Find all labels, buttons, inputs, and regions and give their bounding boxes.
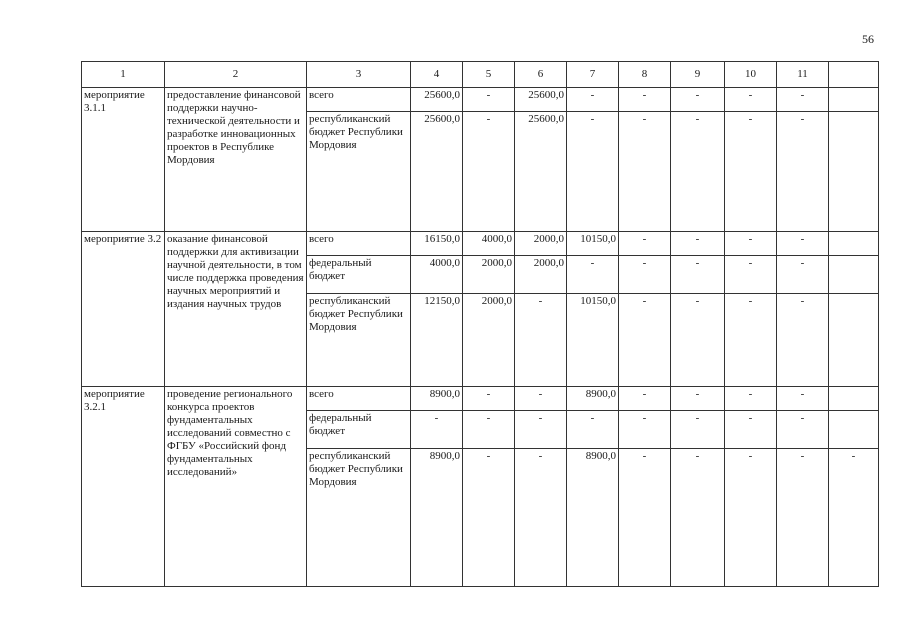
funding-source: федеральный бюджет [307, 411, 411, 449]
column-header-4: 4 [411, 62, 463, 88]
table-row [82, 387, 879, 411]
funding-source: республиканский бюджет Республики Мордовия [307, 449, 411, 587]
value-cell: - [671, 256, 725, 294]
value-cell: 4000,0 [411, 256, 463, 294]
value-cell: - [671, 449, 725, 587]
column-header-10: 10 [725, 62, 777, 88]
value-cell: - [671, 112, 725, 232]
value-cell: 10150,0 [567, 232, 619, 256]
value-cell: - [515, 294, 567, 387]
value-cell [829, 256, 879, 294]
value-cell: - [777, 256, 829, 294]
value-cell: - [515, 411, 567, 449]
value-cell [829, 232, 879, 256]
value-cell: - [725, 256, 777, 294]
value-cell: - [777, 112, 829, 232]
value-cell: - [515, 387, 567, 411]
value-cell: - [463, 411, 515, 449]
measure-description: проведение регионального конкурса проектов фундаментальных исследований совместно с ФГБУ «Российский фонд фундаментальных исследований» [165, 387, 307, 587]
value-cell: 25600,0 [515, 112, 567, 232]
value-cell: - [619, 232, 671, 256]
value-cell: - [619, 256, 671, 294]
value-cell [829, 88, 879, 112]
column-header-1: 1 [82, 62, 165, 88]
measure-description: предоставление финансовой поддержки научно-технической деятельности и разработке инновационных проектов в Республике Мордовия [165, 88, 307, 232]
budget-table [81, 61, 879, 587]
value-cell: - [619, 88, 671, 112]
value-cell: - [619, 411, 671, 449]
value-cell: - [515, 449, 567, 587]
value-cell: 8900,0 [567, 449, 619, 587]
column-header-9: 9 [671, 62, 725, 88]
measure-code: мероприятие 3.2.1 [82, 387, 165, 587]
value-cell: - [671, 411, 725, 449]
measure-code: мероприятие 3.1.1 [82, 88, 165, 232]
value-cell: - [671, 88, 725, 112]
value-cell: - [619, 112, 671, 232]
value-cell: - [725, 294, 777, 387]
value-cell: - [725, 411, 777, 449]
value-cell: - [567, 256, 619, 294]
measure-code: мероприятие 3.2 [82, 232, 165, 387]
table-row [82, 88, 879, 112]
value-cell: - [567, 112, 619, 232]
value-cell: - [463, 449, 515, 587]
column-header-8: 8 [619, 62, 671, 88]
value-cell: 8900,0 [411, 449, 463, 587]
value-cell: - [777, 88, 829, 112]
column-header-11: 11 [777, 62, 829, 88]
value-cell: 4000,0 [463, 232, 515, 256]
value-cell: 2000,0 [463, 294, 515, 387]
column-header-3: 3 [307, 62, 411, 88]
value-cell: - [671, 387, 725, 411]
value-cell: - [725, 232, 777, 256]
header-row [82, 62, 879, 88]
value-cell: - [777, 232, 829, 256]
value-cell: - [777, 449, 829, 587]
value-cell: 10150,0 [567, 294, 619, 387]
value-cell: - [619, 387, 671, 411]
value-cell: - [777, 411, 829, 449]
value-cell: 2000,0 [515, 256, 567, 294]
value-cell [829, 387, 879, 411]
value-cell [829, 294, 879, 387]
value-cell: - [619, 294, 671, 387]
funding-source: всего [307, 387, 411, 411]
value-cell: - [567, 88, 619, 112]
table-row [82, 232, 879, 256]
funding-source: федеральный бюджет [307, 256, 411, 294]
value-cell: - [777, 294, 829, 387]
value-cell: - [725, 387, 777, 411]
value-cell: - [463, 387, 515, 411]
value-cell: - [463, 112, 515, 232]
page-number: 56 [862, 32, 874, 46]
value-cell: - [777, 387, 829, 411]
value-cell: - [725, 449, 777, 587]
value-cell: - [671, 294, 725, 387]
column-header-6: 6 [515, 62, 567, 88]
funding-source: республиканский бюджет Республики Мордовия [307, 112, 411, 232]
value-cell [829, 112, 879, 232]
column-header-7: 7 [567, 62, 619, 88]
measure-description: оказание финансовой поддержки для активизации научной деятельности, в том числе поддержка проведения научных мероприятий и издания научных трудов [165, 232, 307, 387]
value-cell: - [463, 88, 515, 112]
funding-source: всего [307, 232, 411, 256]
value-cell: - [829, 449, 879, 587]
value-cell: 25600,0 [411, 88, 463, 112]
value-cell: 12150,0 [411, 294, 463, 387]
funding-source: всего [307, 88, 411, 112]
value-cell [829, 411, 879, 449]
value-cell: 8900,0 [411, 387, 463, 411]
column-header-2: 2 [165, 62, 307, 88]
value-cell: - [567, 411, 619, 449]
column-header-5: 5 [463, 62, 515, 88]
value-cell: 2000,0 [515, 232, 567, 256]
table-header [82, 62, 879, 88]
column-header-12 [829, 62, 879, 88]
value-cell: 25600,0 [411, 112, 463, 232]
table-body [82, 88, 879, 587]
value-cell: 8900,0 [567, 387, 619, 411]
value-cell: 2000,0 [463, 256, 515, 294]
value-cell: 25600,0 [515, 88, 567, 112]
value-cell: - [671, 232, 725, 256]
value-cell: 16150,0 [411, 232, 463, 256]
funding-source: республиканский бюджет Республики Мордовия [307, 294, 411, 387]
value-cell: - [725, 88, 777, 112]
value-cell: - [411, 411, 463, 449]
value-cell: - [619, 449, 671, 587]
value-cell: - [725, 112, 777, 232]
